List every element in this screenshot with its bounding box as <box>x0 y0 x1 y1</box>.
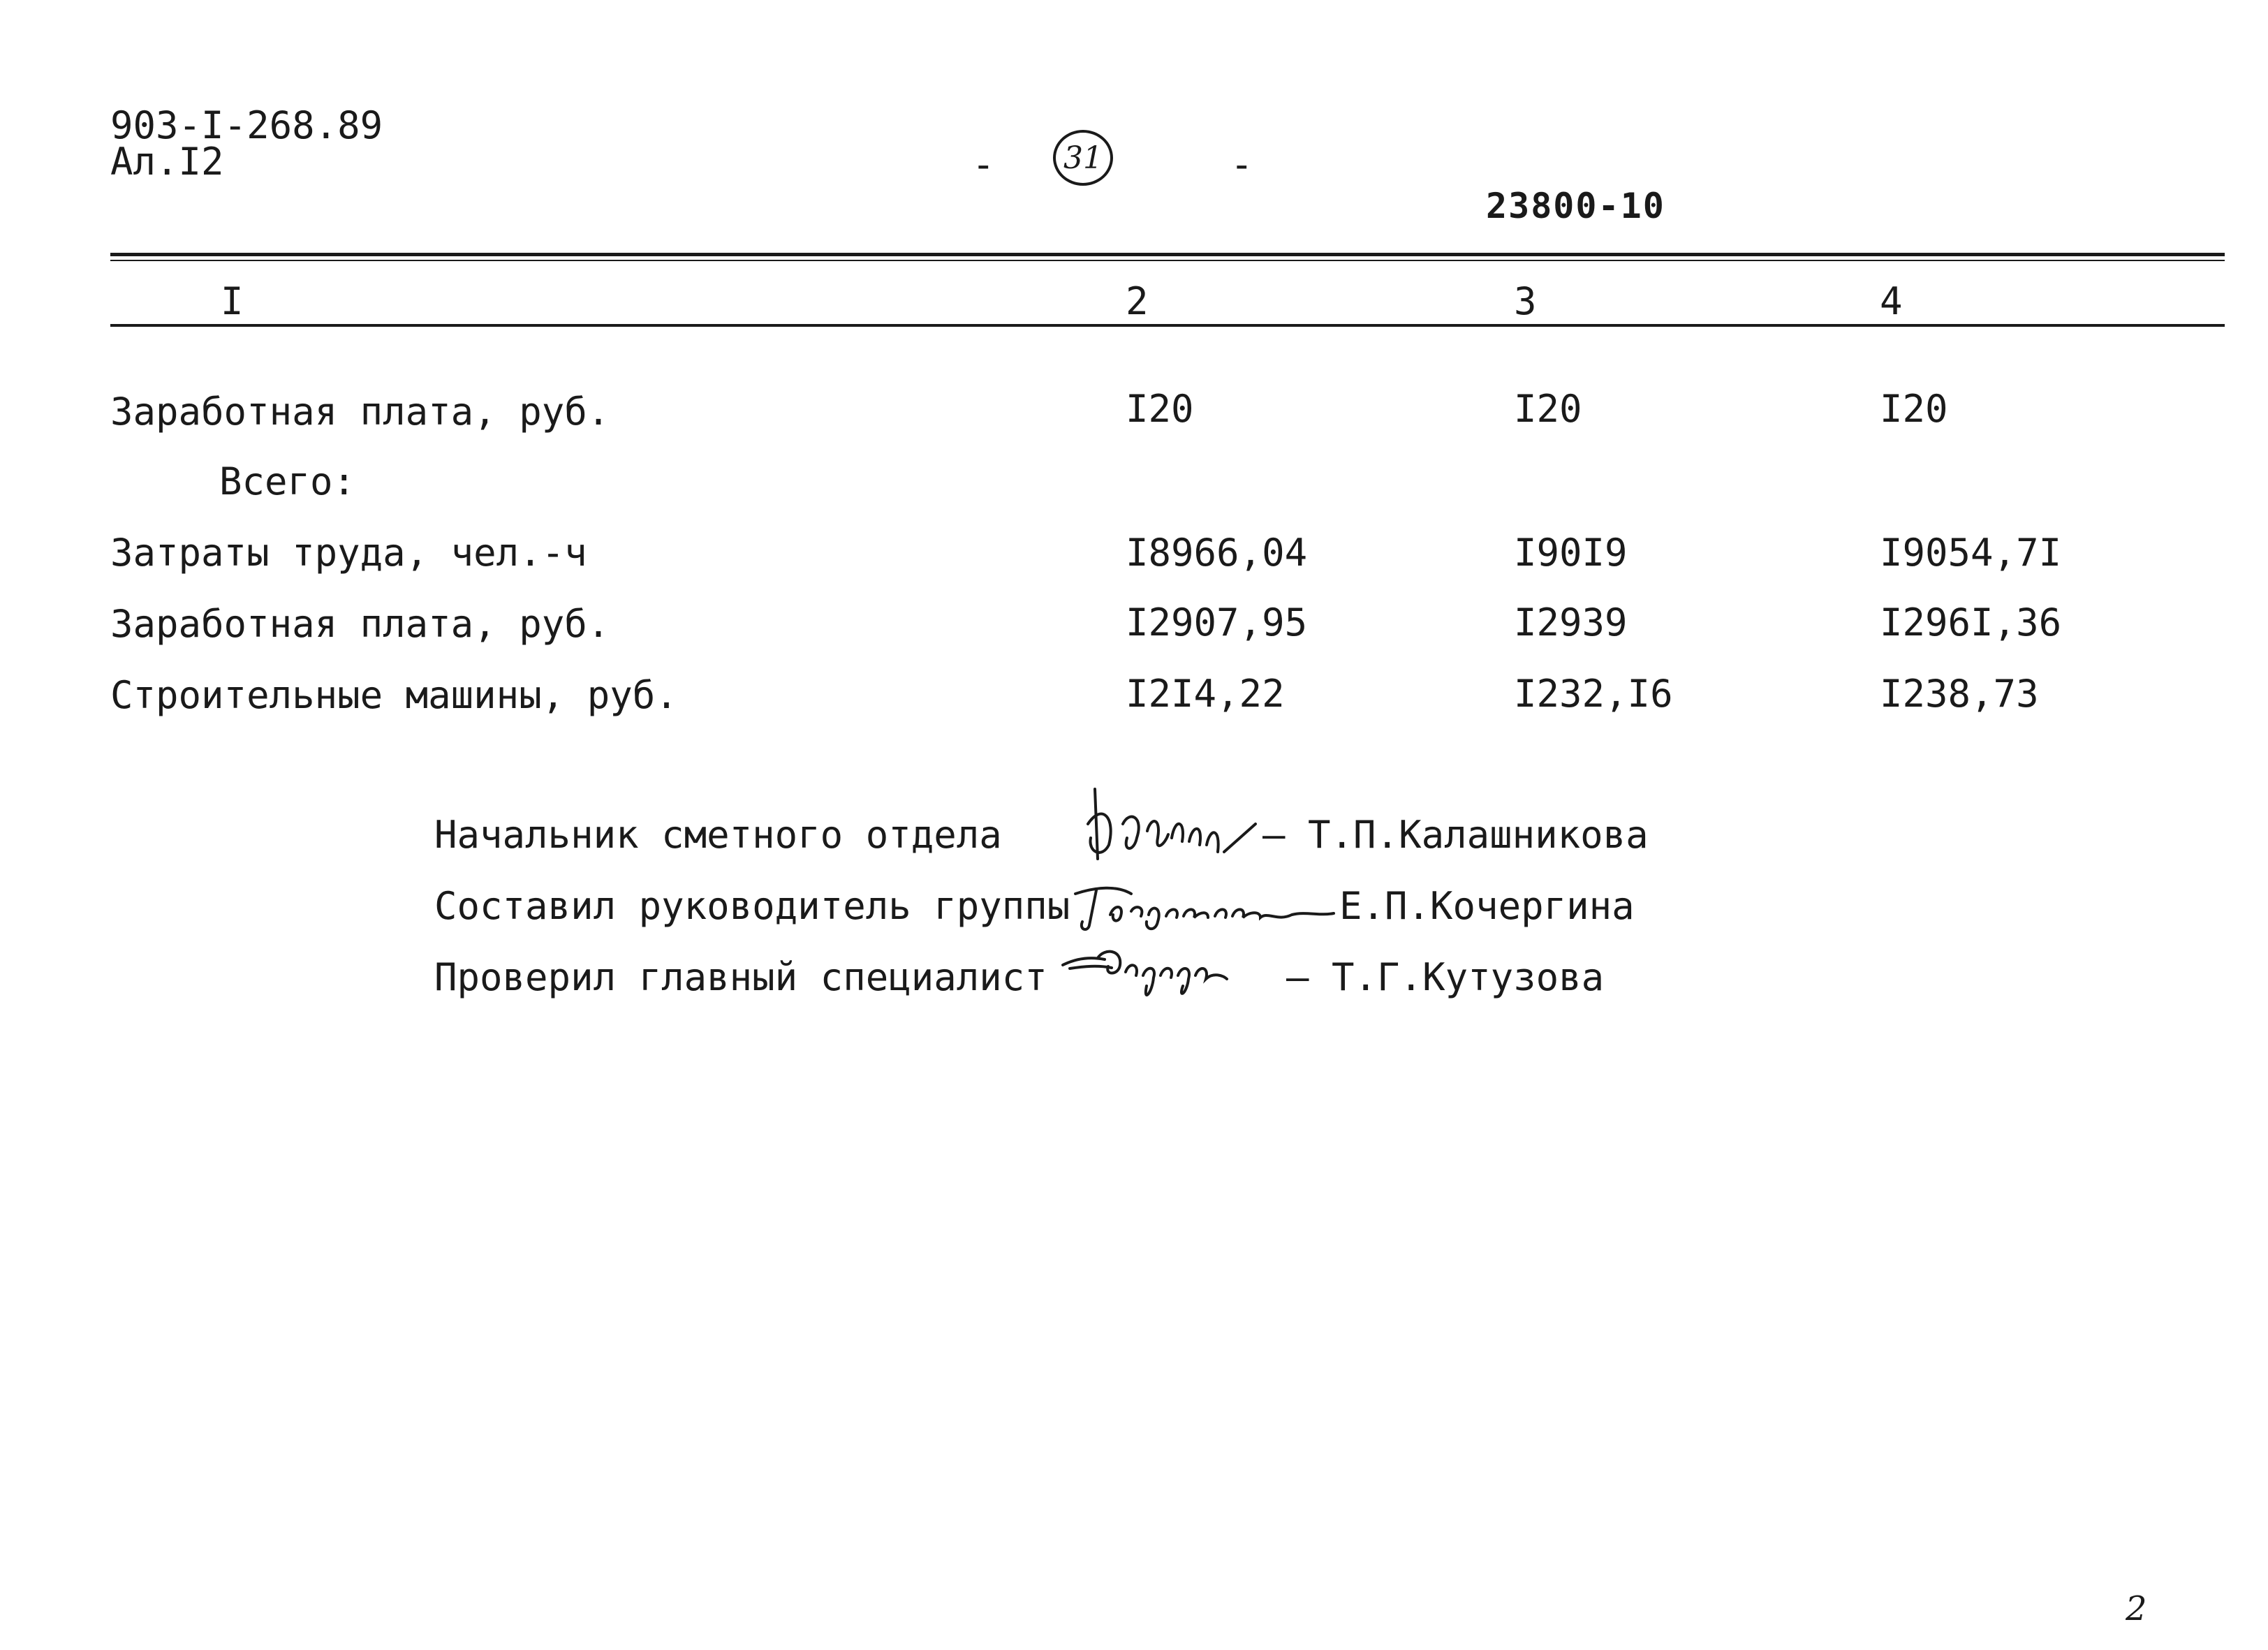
row-value-col3: I2939 <box>1514 601 1628 644</box>
sheet-number: Ал.I2 <box>110 140 224 184</box>
row-label-total: Всего: <box>219 459 356 503</box>
column-header-1: I <box>221 279 244 323</box>
row-label: Строительные машины, руб. <box>110 673 678 717</box>
row-value-col2: I2907,95 <box>1126 601 1308 644</box>
row-value-col2: I8966,04 <box>1126 531 1308 575</box>
signature-name-3: – Т.Г.Кутузова <box>1286 955 1605 999</box>
column-header-3: 3 <box>1514 279 1537 323</box>
row-value-col3: I232,I6 <box>1514 672 1673 716</box>
handwritten-signature-1 <box>1081 775 1264 873</box>
header-dash-right: - <box>1230 142 1253 186</box>
signature-role-1: Начальник сметного отдела <box>434 813 1002 857</box>
page-number-stamp-text: 31 <box>1063 140 1103 176</box>
signature-role-3: Проверил главный специалист <box>434 955 1047 999</box>
row-label: Затраты труда, чел.-ч <box>110 531 587 575</box>
signature-role-2: Составил руководитель группы <box>434 884 1070 928</box>
signature-name-2: Е.П.Кочергина <box>1339 884 1635 928</box>
table-top-rule-thin <box>110 260 2225 261</box>
row-value-col2: I20 <box>1126 387 1194 431</box>
page-number-stamp <box>1053 130 1113 186</box>
row-label: Заработная плата, руб. <box>110 602 610 646</box>
table-top-rule <box>110 253 2225 256</box>
header-dash-left: - <box>972 142 995 186</box>
column-header-2: 2 <box>1126 279 1149 323</box>
table-header-rule <box>110 324 2225 327</box>
corner-mark: 2 <box>2126 1589 2147 1628</box>
signature-name-1: – Т.П.Калашникова <box>1262 813 1649 857</box>
archive-code: 23800-10 <box>1486 186 1665 226</box>
handwritten-signature-3 <box>1056 937 1286 1007</box>
row-value-col2: I2I4,22 <box>1126 672 1285 716</box>
column-header-4: 4 <box>1880 279 1903 323</box>
row-value-col4: I238,73 <box>1880 672 2039 716</box>
row-value-col3: I90I9 <box>1514 531 1628 575</box>
row-label: Заработная плата, руб. <box>110 390 610 434</box>
document-number: 903-I-268.89 <box>110 103 383 147</box>
handwritten-signature-2 <box>1068 873 1341 936</box>
row-value-col3: I20 <box>1514 387 1582 431</box>
row-value-col4: I296I,36 <box>1880 601 2062 644</box>
row-value-col4: I20 <box>1880 387 1948 431</box>
row-value-col4: I9054,7I <box>1880 531 2062 575</box>
